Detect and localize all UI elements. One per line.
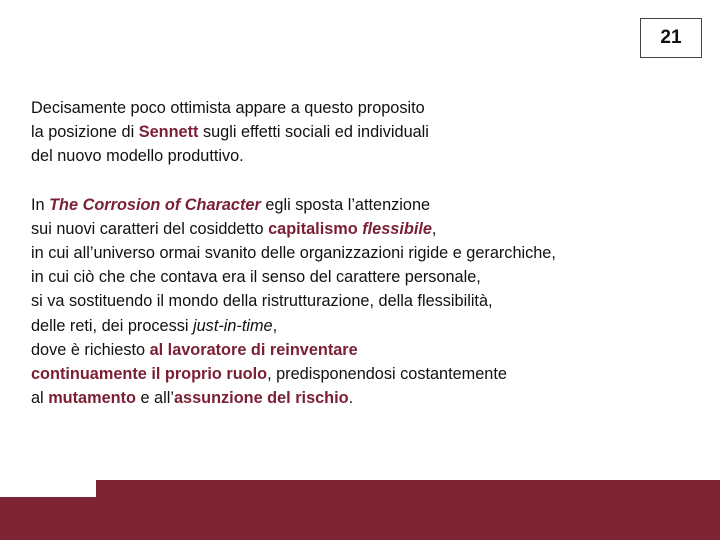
highlight-sennett: Sennett [138,123,199,142]
text-line [31,193,706,217]
text-run: del nuovo modello produttivo. [31,147,244,166]
text-run: . [348,389,354,408]
text-run: , predisponendosi costantemente [267,365,507,384]
text-run: delle reti, dei processi [31,316,193,335]
footer-strip [0,497,96,540]
text-run: Decisamente poco ottimista appare a questo proposito [31,99,425,117]
highlight-lavoratore: al lavoratore di reinventare [149,340,358,359]
text-run: dove è richiesto [31,340,150,359]
footer-bar [96,480,720,540]
text-line [31,362,706,386]
text-run: sugli effetti sociali ed individuali [198,123,429,142]
text-line [31,386,706,410]
text-line [31,314,706,338]
text-run: in cui ciò che che contava era il senso del carattere personale, [31,268,481,287]
text-line [31,217,706,241]
highlight-rischio: assunzione del rischio [173,389,349,408]
text-line [31,241,706,265]
highlight-flessibile: flessibile [362,219,432,238]
text-run: , [272,316,278,335]
text-run: in cui all’universo ormai svanito delle organizzazioni rigide e gerarchiche, [31,244,556,263]
text-line [31,144,706,168]
paragraph-corrosion [31,193,706,411]
text-run: egli sposta l’attenzione [260,195,431,214]
book-title: The Corrosion of Character [49,195,261,214]
text-run: sui nuovi caratteri del cosiddetto [31,219,269,238]
text-line [31,96,706,120]
slide-number-box [640,18,702,58]
text-line [31,265,706,289]
highlight-ruolo: continuamente il proprio ruolo [31,365,268,384]
slide-number: 21 [660,27,682,48]
text-run: , [431,219,437,238]
text-run: al [31,389,49,408]
text-run: e all’ [135,389,174,408]
text-run: si va sostituendo il mondo della ristrutturazione, della flessibilità, [31,292,493,311]
highlight-capitalismo: capitalismo [268,219,363,238]
text-run: In [31,195,50,214]
highlight-mutamento: mutamento [48,389,136,408]
paragraph-intro [31,96,706,169]
text-run: la posizione di [31,123,139,142]
text-line [31,338,706,362]
slide-body [31,96,706,410]
text-line [31,289,706,313]
text-line [31,120,706,144]
italic-just-in-time: just-in-time [193,316,273,335]
